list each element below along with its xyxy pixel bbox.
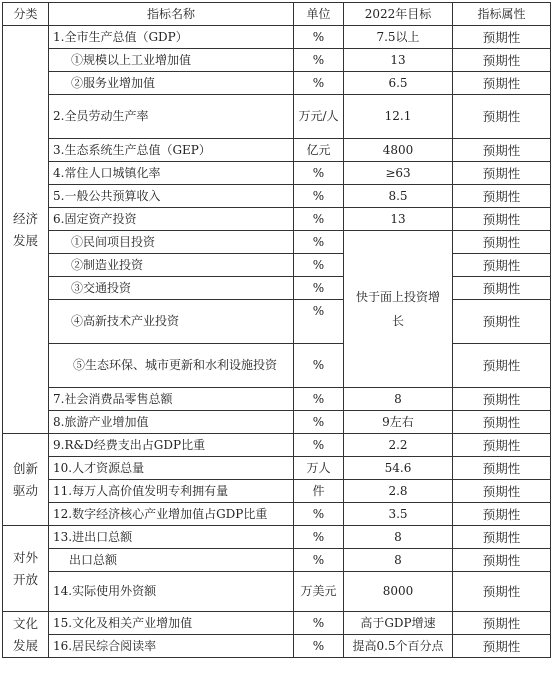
table-row	[3, 572, 551, 612]
indicator-attribute: 预期性	[453, 434, 551, 457]
indicator-name: 1.全市生产总值（GDP）	[49, 26, 294, 49]
indicator-attribute: 预期性	[453, 49, 551, 72]
category-opening-label: 对外 开放	[12, 549, 38, 587]
table-row	[3, 185, 551, 208]
indicator-name: ②服务业增加值	[49, 72, 294, 95]
indicator-name: 13.进出口总额	[49, 526, 294, 549]
indicator-attribute: 预期性	[453, 72, 551, 95]
indicator-attribute: 预期性	[453, 388, 551, 411]
indicator-attribute: 预期性	[453, 231, 551, 254]
indicator-target: 8	[344, 549, 453, 572]
header-indicator-name: 指标名称	[49, 3, 294, 26]
indicator-attribute: 预期性	[453, 457, 551, 480]
indicator-attribute: 预期性	[453, 208, 551, 231]
table-row	[3, 231, 551, 254]
table-row	[3, 300, 551, 344]
indicator-name: 5.一般公共预算收入	[49, 185, 294, 208]
indicator-attribute: 预期性	[453, 185, 551, 208]
indicator-name: 2.全员劳动生产率	[49, 95, 294, 139]
indicator-target: 7.5以上	[344, 26, 453, 49]
merged-target-text: 快于面上投资增长	[355, 290, 440, 328]
indicator-name: ①民间项目投资	[49, 231, 294, 254]
indicator-attribute: 预期性	[453, 344, 551, 388]
indicator-attribute: 预期性	[453, 139, 551, 162]
indicator-attribute: 预期性	[453, 26, 551, 49]
indicator-unit: %	[294, 277, 344, 300]
indicator-attribute: 预期性	[453, 635, 551, 658]
table-row	[3, 277, 551, 300]
category-economy	[3, 26, 49, 434]
indicator-unit: %	[294, 388, 344, 411]
header-target: 2022年目标	[344, 3, 453, 26]
indicator-unit: %	[294, 26, 344, 49]
table-row	[3, 139, 551, 162]
indicator-name: ③交通投资	[49, 277, 294, 300]
indicator-name: 9.R&D经费支出占GDP比重	[49, 434, 294, 457]
table-row	[3, 526, 551, 549]
indicator-attribute: 预期性	[453, 162, 551, 185]
indicator-attribute: 预期性	[453, 254, 551, 277]
table-row	[3, 344, 551, 388]
indicator-unit: %	[294, 72, 344, 95]
indicator-name: 8.旅游产业增加值	[49, 411, 294, 434]
indicator-name: ④高新技术产业投资	[49, 300, 294, 344]
header-row	[3, 3, 551, 26]
indicator-unit: %	[294, 300, 344, 344]
indicator-unit: %	[294, 231, 344, 254]
indicator-name: 7.社会消费品零售总额	[49, 388, 294, 411]
indicator-name: ⑤生态环保、城市更新和水利设施投资	[49, 344, 294, 388]
indicator-target: 3.5	[344, 503, 453, 526]
indicator-attribute: 预期性	[453, 95, 551, 139]
indicator-unit: 万人	[294, 457, 344, 480]
indicator-name: 10.人才资源总量	[49, 457, 294, 480]
table-row	[3, 411, 551, 434]
indicator-unit: %	[294, 162, 344, 185]
indicator-unit: %	[294, 612, 344, 635]
table-row	[3, 95, 551, 139]
indicator-target: 6.5	[344, 72, 453, 95]
indicator-name: ②制造业投资	[49, 254, 294, 277]
category-culture-label: 文化 发展	[12, 615, 38, 653]
indicator-unit: 件	[294, 480, 344, 503]
header-unit: 单位	[294, 3, 344, 26]
indicator-attribute: 预期性	[453, 526, 551, 549]
indicator-unit: 万元/人	[294, 95, 344, 139]
indicator-unit: %	[294, 254, 344, 277]
table-row	[3, 549, 551, 572]
indicator-unit: %	[294, 411, 344, 434]
table-row	[3, 503, 551, 526]
indicator-unit: %	[294, 549, 344, 572]
table-row	[3, 457, 551, 480]
indicator-unit: %	[294, 49, 344, 72]
indicator-target: 12.1	[344, 95, 453, 139]
table-row	[3, 72, 551, 95]
indicator-target: 8	[344, 388, 453, 411]
indicator-unit: %	[294, 635, 344, 658]
table-row	[3, 434, 551, 457]
indicator-target: 54.6	[344, 457, 453, 480]
indicator-name: 出口总额	[49, 549, 294, 572]
category-innovation	[3, 434, 49, 526]
indicator-target: 8000	[344, 572, 453, 612]
category-culture	[3, 612, 49, 658]
indicator-attribute: 预期性	[453, 572, 551, 612]
indicator-attribute: 预期性	[453, 277, 551, 300]
header-category: 分类	[3, 3, 49, 26]
indicator-target: 提高0.5个百分点	[344, 635, 453, 658]
table-row	[3, 635, 551, 658]
header-attribute: 指标属性	[453, 3, 551, 26]
indicator-target: 2.8	[344, 480, 453, 503]
indicator-name: ①规模以上工业增加值	[49, 49, 294, 72]
indicator-unit: 万美元	[294, 572, 344, 612]
indicator-attribute: 预期性	[453, 411, 551, 434]
indicator-attribute: 预期性	[453, 503, 551, 526]
category-opening	[3, 526, 49, 612]
table-row	[3, 612, 551, 635]
indicator-name: 6.固定资产投资	[49, 208, 294, 231]
indicator-attribute: 预期性	[453, 549, 551, 572]
table-row	[3, 26, 551, 49]
indicator-table	[2, 2, 551, 658]
indicator-unit: %	[294, 344, 344, 388]
indicator-target: 13	[344, 49, 453, 72]
indicator-unit: %	[294, 503, 344, 526]
indicator-name: 14.实际使用外资额	[49, 572, 294, 612]
indicator-name: 16.居民综合阅读率	[49, 635, 294, 658]
indicator-attribute: 预期性	[453, 480, 551, 503]
indicator-target: 8.5	[344, 185, 453, 208]
indicator-target: 13	[344, 208, 453, 231]
indicator-target: 高于GDP增速	[344, 612, 453, 635]
indicator-name: 15.文化及相关产业增加值	[49, 612, 294, 635]
indicator-unit: %	[294, 526, 344, 549]
indicator-unit: 亿元	[294, 139, 344, 162]
indicator-unit: %	[294, 208, 344, 231]
indicator-target: ≥63	[344, 162, 453, 185]
indicator-target: 9左右	[344, 411, 453, 434]
indicator-target: 8	[344, 526, 453, 549]
table-row	[3, 208, 551, 231]
indicator-target: 4800	[344, 139, 453, 162]
indicator-attribute: 预期性	[453, 612, 551, 635]
indicator-name: 11.每万人高价值发明专利拥有量	[49, 480, 294, 503]
table-row	[3, 162, 551, 185]
indicator-unit: %	[294, 434, 344, 457]
table-row	[3, 254, 551, 277]
indicator-name: 3.生态系统生产总值（GEP）	[49, 139, 294, 162]
category-innovation-label: 创新 驱动	[12, 460, 38, 498]
indicator-unit: %	[294, 185, 344, 208]
table-row	[3, 388, 551, 411]
indicator-name: 12.数字经济核心产业增加值占GDP比重	[49, 503, 294, 526]
table-row	[3, 480, 551, 503]
indicator-attribute: 预期性	[453, 300, 551, 344]
merged-target	[344, 231, 453, 388]
indicator-name: 4.常住人口城镇化率	[49, 162, 294, 185]
category-economy-label: 经济 发展	[12, 210, 38, 248]
table-row	[3, 49, 551, 72]
indicator-target: 2.2	[344, 434, 453, 457]
